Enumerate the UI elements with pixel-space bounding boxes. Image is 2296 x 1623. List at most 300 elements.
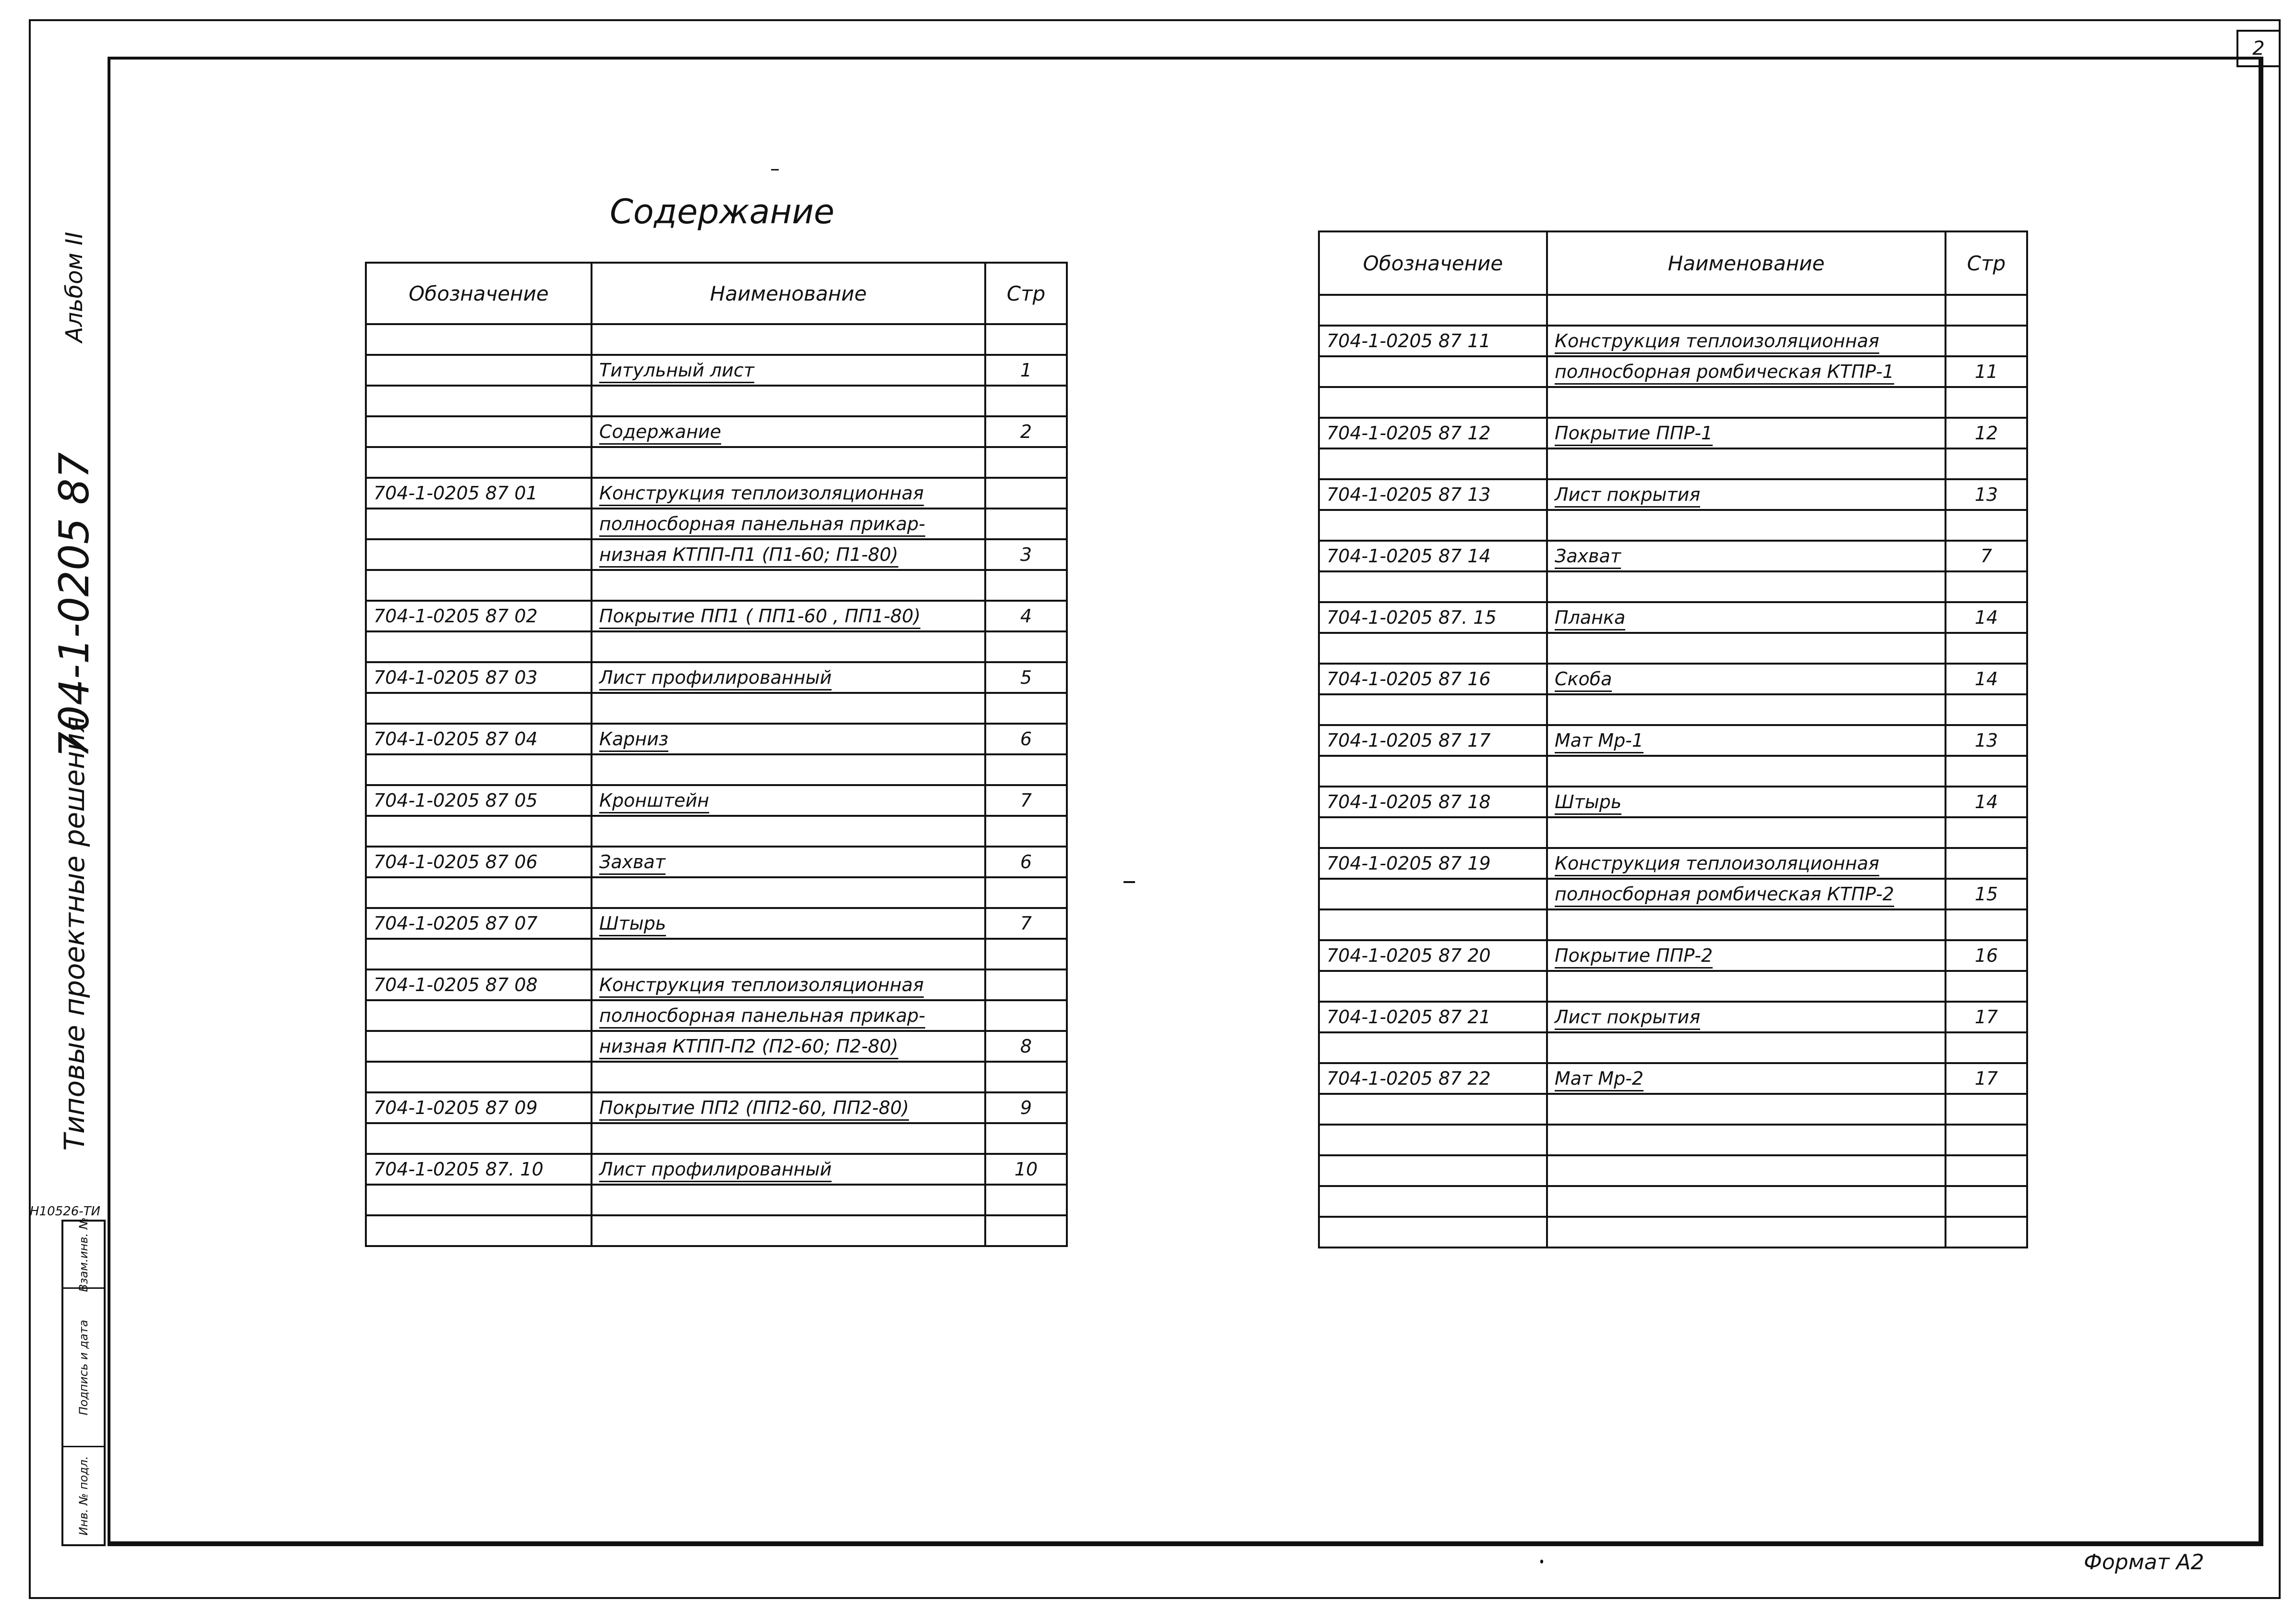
designation-text: 704-1-0205 87 08: [374, 974, 538, 995]
cell-name: [1547, 787, 1946, 817]
table-row: [366, 785, 1067, 816]
table-row: [366, 631, 1067, 662]
name-text: Титульный лист: [599, 360, 754, 383]
cell-designation: [1319, 725, 1547, 756]
cell-page: [1946, 448, 2027, 479]
cell-name: [592, 1215, 985, 1246]
cell-designation: [366, 969, 592, 1000]
name-text: Лист профилированный: [599, 1159, 832, 1182]
name-text: Скоба: [1555, 668, 1612, 692]
stamp-label: Инв. № подл.: [77, 1456, 90, 1536]
cell-designation: [1319, 848, 1547, 879]
cell-name: [592, 1185, 985, 1215]
designation-text: 704-1-0205 87 18: [1327, 791, 1491, 812]
page-text: 14: [1974, 668, 1998, 690]
name-text: Конструкция теплоизоляционная: [1555, 330, 1879, 354]
table-row: [366, 1062, 1067, 1092]
cell-page: [1946, 602, 2027, 633]
page-text: 4: [1020, 606, 1032, 627]
cell-page: [1946, 817, 2027, 848]
album-label: Альбом II: [61, 231, 88, 343]
name-text: Покрытие ППР-2: [1555, 945, 1713, 969]
designation-text: 704-1-0205 87 11: [1327, 330, 1491, 351]
table-row: [1319, 295, 2027, 326]
cell-page: [1946, 571, 2027, 602]
cell-page: [985, 1092, 1067, 1123]
cell-page: [985, 785, 1067, 816]
designation-text: 704-1-0205 87 06: [374, 851, 538, 872]
name-text: Кронштейн: [599, 790, 709, 813]
cell-name: [592, 1092, 985, 1123]
cell-designation: [366, 908, 592, 939]
scan-mark: [771, 169, 779, 170]
table-row: [366, 324, 1067, 355]
page-text: 14: [1974, 607, 1998, 628]
table-row: [366, 570, 1067, 601]
name-text: низная КТПП-П1 (П1-60; П1-80): [599, 544, 898, 568]
cell-name: [1547, 633, 1946, 664]
table-row: [1319, 940, 2027, 971]
designation-text: 704-1-0205 87. 10: [374, 1159, 544, 1180]
cell-designation: [366, 1062, 592, 1092]
table-row: [1319, 571, 2027, 602]
cell-name: [1547, 1217, 1946, 1248]
cell-name: [1547, 694, 1946, 725]
cell-name: [592, 908, 985, 939]
cell-page: [985, 662, 1067, 693]
cell-name: [1547, 725, 1946, 756]
table-row: [366, 754, 1067, 785]
cell-name: [592, 1123, 985, 1154]
cell-designation: [1319, 387, 1547, 418]
stamp-cell-inventory: [63, 1447, 104, 1544]
side-strip: [48, 62, 101, 1172]
name-text: Конструкция теплоизоляционная: [599, 483, 924, 506]
table-row: [366, 601, 1067, 631]
cell-name: [592, 355, 985, 386]
table-row: [1319, 787, 2027, 817]
page-text: 17: [1974, 1006, 1998, 1028]
cell-page: [985, 1215, 1067, 1246]
name-text: Планка: [1555, 607, 1625, 630]
cell-designation: [366, 1000, 592, 1031]
cell-name: [1547, 571, 1946, 602]
cell-designation: [366, 1185, 592, 1215]
table-row: [366, 724, 1067, 754]
cell-designation: [366, 662, 592, 693]
cell-designation: [366, 939, 592, 969]
name-text: Конструкция теплоизоляционная: [599, 974, 924, 998]
name-text: полносборная панельная прикар-: [599, 1005, 925, 1029]
cell-designation: [1319, 909, 1547, 940]
stamp-label: Взам.инв. №: [77, 1217, 90, 1292]
cell-page: [1946, 326, 2027, 356]
name-text: полносборная ромбическая КТПР-1: [1555, 361, 1894, 385]
table-row: [366, 478, 1067, 509]
page-text: 11: [1974, 361, 1998, 382]
page-number: 2: [2236, 30, 2281, 67]
cell-name: [592, 785, 985, 816]
cell-designation: [1319, 448, 1547, 479]
table-row: [1319, 356, 2027, 387]
stamp-cell-signature: [63, 1289, 104, 1447]
cell-page: [1946, 940, 2027, 971]
table-row: [366, 1031, 1067, 1062]
table-row: [1319, 602, 2027, 633]
cell-designation: [1319, 1032, 1547, 1063]
cell-page: [1946, 541, 2027, 571]
page-text: 9: [1020, 1097, 1032, 1118]
cell-page: [1946, 387, 2027, 418]
cell-designation: [1319, 571, 1547, 602]
cell-page: [1946, 418, 2027, 448]
cell-name: [592, 1154, 985, 1185]
cell-name: [1547, 756, 1946, 787]
cell-name: [1547, 1032, 1946, 1063]
table-row: [1319, 448, 2027, 479]
table-row: [366, 693, 1067, 724]
cell-page: [1946, 633, 2027, 664]
cell-designation: [366, 601, 592, 631]
cell-page: [1946, 971, 2027, 1002]
designation-text: 704-1-0205 87 20: [1327, 945, 1491, 966]
header-page: Стр: [985, 263, 1067, 324]
name-text: Покрытие ППР-1: [1555, 423, 1713, 446]
cell-page: [985, 1123, 1067, 1154]
cell-name: [1547, 940, 1946, 971]
cell-name: [1547, 479, 1946, 510]
cell-designation: [1319, 1002, 1547, 1032]
header-designation: Обозначение: [366, 263, 592, 324]
table-row: [1319, 971, 2027, 1002]
cell-page: [985, 447, 1067, 478]
cell-designation: [1319, 479, 1547, 510]
name-text: Содержание: [599, 421, 721, 445]
cell-designation: [366, 509, 592, 539]
page-text: 6: [1020, 851, 1032, 872]
cell-page: [1946, 879, 2027, 909]
cell-page: [985, 324, 1067, 355]
table-header: [366, 263, 1067, 324]
table-row: [366, 662, 1067, 693]
cell-name: [1547, 817, 1946, 848]
cell-name: [592, 324, 985, 355]
cell-name: [592, 447, 985, 478]
table-row: [1319, 664, 2027, 694]
table-row: [1319, 879, 2027, 909]
cell-page: [985, 570, 1067, 601]
cell-designation: [1319, 940, 1547, 971]
table-row: [1319, 1002, 2027, 1032]
table-row: [1319, 1063, 2027, 1094]
cell-name: [1547, 602, 1946, 633]
cell-name: [1547, 909, 1946, 940]
table-row: [366, 416, 1067, 447]
page-text: 2: [1020, 421, 1032, 442]
header-designation: Обозначение: [1319, 231, 1547, 295]
table-row: [366, 447, 1067, 478]
page-text: 6: [1020, 728, 1032, 750]
cell-designation: [366, 693, 592, 724]
table-row: [1319, 418, 2027, 448]
page-text: 8: [1020, 1036, 1032, 1057]
cell-page: [985, 631, 1067, 662]
cell-name: [592, 570, 985, 601]
cell-designation: [366, 785, 592, 816]
table-row: [1319, 1032, 2027, 1063]
name-text: Штырь: [1555, 791, 1621, 815]
cell-name: [592, 693, 985, 724]
cell-designation: [366, 1123, 592, 1154]
cell-name: [1547, 418, 1946, 448]
page-text: 14: [1974, 791, 1998, 812]
cell-name: [1547, 848, 1946, 879]
cell-page: [1946, 787, 2027, 817]
designation-text: 704-1-0205 87 14: [1327, 545, 1491, 567]
cell-name: [592, 386, 985, 416]
header-name: Наименование: [1547, 231, 1946, 295]
cell-designation: [366, 847, 592, 877]
table-row: [1319, 1125, 2027, 1155]
cell-designation: [1319, 971, 1547, 1002]
cell-designation: [1319, 326, 1547, 356]
cell-name: [592, 416, 985, 447]
cell-designation: [366, 539, 592, 570]
cell-designation: [1319, 1125, 1547, 1155]
stamp-label: Подпись и дата: [77, 1320, 90, 1415]
cell-page: [1946, 848, 2027, 879]
table-row: [1319, 756, 2027, 787]
cell-name: [1547, 356, 1946, 387]
cell-page: [1946, 479, 2027, 510]
cell-designation: [1319, 356, 1547, 387]
cell-page: [985, 877, 1067, 908]
page-text: 16: [1974, 945, 1998, 966]
cell-name: [1547, 1094, 1946, 1125]
name-text: Лист профилированный: [599, 667, 832, 690]
cell-designation: [1319, 1217, 1547, 1248]
cell-designation: [1319, 633, 1547, 664]
table-row: [1319, 1094, 2027, 1125]
page-text: 17: [1974, 1068, 1998, 1089]
cell-name: [592, 539, 985, 570]
cell-page: [985, 847, 1067, 877]
cell-page: [985, 478, 1067, 509]
cell-designation: [1319, 1155, 1547, 1186]
cell-name: [1547, 510, 1946, 541]
cell-page: [1946, 1186, 2027, 1217]
designation-text: 704-1-0205 87. 15: [1327, 607, 1497, 628]
cell-page: [985, 355, 1067, 386]
cell-page: [1946, 1125, 2027, 1155]
cell-name: [1547, 1002, 1946, 1032]
cell-page: [985, 1031, 1067, 1062]
name-text: Лист покрытия: [1555, 1006, 1700, 1030]
cell-designation: [1319, 664, 1547, 694]
table-header: [1319, 231, 2027, 295]
name-text: Мат Мр-2: [1555, 1068, 1643, 1091]
table-row: [366, 908, 1067, 939]
cell-name: [1547, 879, 1946, 909]
cell-page: [1946, 1032, 2027, 1063]
header-name: Наименование: [592, 263, 985, 324]
cell-designation: [366, 478, 592, 509]
scan-mark: [1540, 1560, 1543, 1563]
designation-text: 704-1-0205 87 05: [374, 790, 538, 811]
cell-name: [1547, 295, 1946, 326]
cell-page: [1946, 295, 2027, 326]
cell-designation: [366, 324, 592, 355]
cell-designation: [366, 816, 592, 847]
cell-name: [1547, 326, 1946, 356]
page-text: 12: [1974, 423, 1998, 444]
cell-page: [985, 1062, 1067, 1092]
cell-designation: [1319, 1094, 1547, 1125]
table-row: [366, 1185, 1067, 1215]
cell-designation: [1319, 1063, 1547, 1094]
table-row: [366, 847, 1067, 877]
cell-designation: [366, 754, 592, 785]
cell-name: [592, 939, 985, 969]
cell-designation: [366, 877, 592, 908]
cell-name: [1547, 1063, 1946, 1094]
table-row: [366, 1123, 1067, 1154]
designation-text: 704-1-0205 87 02: [374, 606, 538, 627]
name-text: Покрытие ПП2 (ПП2-60, ПП2-80): [599, 1097, 909, 1121]
cell-designation: [366, 386, 592, 416]
stamp-cell-substitute: [63, 1217, 104, 1292]
cell-name: [592, 1031, 985, 1062]
document-code: 704-1-0205 87: [50, 452, 98, 758]
cell-name: [592, 1062, 985, 1092]
cell-name: [1547, 1155, 1946, 1186]
table-row: [366, 1092, 1067, 1123]
page-text: 7: [1020, 913, 1032, 934]
cell-designation: [366, 724, 592, 754]
page-text: 1: [1020, 360, 1032, 381]
cell-name: [592, 877, 985, 908]
cell-page: [985, 1154, 1067, 1185]
series-label: Типовые проектные решения: [58, 716, 91, 1151]
designation-text: 704-1-0205 87 03: [374, 667, 538, 688]
cell-page: [985, 908, 1067, 939]
name-text: Карниз: [599, 728, 668, 752]
table-row: [366, 1000, 1067, 1031]
designation-text: 704-1-0205 87 21: [1327, 1006, 1491, 1028]
table-row: [1319, 326, 2027, 356]
table-row: [1319, 541, 2027, 571]
table-row: [1319, 909, 2027, 940]
cell-designation: [1319, 602, 1547, 633]
name-text: Конструкция теплоизоляционная: [1555, 853, 1879, 876]
cell-designation: [366, 570, 592, 601]
cell-page: [1946, 909, 2027, 940]
cell-name: [592, 1000, 985, 1031]
scan-mark: [1124, 881, 1135, 883]
cell-page: [1946, 1002, 2027, 1032]
designation-text: 704-1-0205 87 07: [374, 913, 538, 934]
cell-designation: [366, 447, 592, 478]
designation-text: 704-1-0205 87 16: [1327, 668, 1491, 690]
table-row: [366, 355, 1067, 386]
name-text: Мат Мр-1: [1555, 730, 1643, 753]
name-text: полносборная панельная прикар-: [599, 513, 925, 537]
cell-designation: [366, 1092, 592, 1123]
table-row: [366, 939, 1067, 969]
name-text: Захват: [1555, 545, 1621, 569]
cell-page: [1946, 1155, 2027, 1186]
cell-page: [985, 939, 1067, 969]
cell-name: [1547, 971, 1946, 1002]
page-text: 13: [1974, 730, 1998, 751]
cell-designation: [366, 1215, 592, 1246]
table-row: [366, 386, 1067, 416]
cell-page: [985, 754, 1067, 785]
inventory-number: Н10526-ТИ: [30, 1204, 100, 1219]
cell-page: [985, 816, 1067, 847]
table-row: [1319, 633, 2027, 664]
cell-page: [1946, 1063, 2027, 1094]
designation-text: 704-1-0205 87 13: [1327, 484, 1491, 505]
table-row: [366, 816, 1067, 847]
cell-name: [592, 509, 985, 539]
cell-name: [592, 847, 985, 877]
cell-name: [1547, 541, 1946, 571]
page-text: 7: [1020, 790, 1032, 811]
cell-page: [1946, 664, 2027, 694]
table-row: [1319, 848, 2027, 879]
cell-page: [985, 969, 1067, 1000]
cell-page: [1946, 1217, 2027, 1248]
table-row: [1319, 1217, 2027, 1248]
page-text: 13: [1974, 484, 1998, 505]
table-row: [1319, 694, 2027, 725]
cell-name: [592, 816, 985, 847]
designation-text: 704-1-0205 87 17: [1327, 730, 1491, 751]
cell-page: [1946, 725, 2027, 756]
cell-name: [1547, 1125, 1946, 1155]
table-row: [1319, 479, 2027, 510]
designation-text: 704-1-0205 87 09: [374, 1097, 538, 1118]
cell-page: [1946, 510, 2027, 541]
cell-designation: [1319, 694, 1547, 725]
cell-designation: [1319, 879, 1547, 909]
designation-text: 704-1-0205 87 04: [374, 728, 538, 750]
name-text: Лист покрытия: [1555, 484, 1700, 508]
name-text: низная КТПП-П2 (П2-60; П2-80): [599, 1036, 898, 1059]
format-label: Формат А2: [2084, 1550, 2204, 1575]
designation-text: 704-1-0205 87 12: [1327, 423, 1491, 444]
cell-designation: [1319, 756, 1547, 787]
designation-text: 704-1-0205 87 22: [1327, 1068, 1491, 1089]
approval-stamp: [61, 1217, 106, 1546]
table-row: [1319, 510, 2027, 541]
cell-name: [1547, 664, 1946, 694]
table-row: [1319, 817, 2027, 848]
name-text: полносборная ромбическая КТПР-2: [1555, 884, 1894, 907]
cell-name: [592, 724, 985, 754]
cell-page: [985, 1000, 1067, 1031]
cell-designation: [1319, 541, 1547, 571]
cell-designation: [366, 416, 592, 447]
cell-page: [985, 386, 1067, 416]
table-row: [366, 877, 1067, 908]
cell-designation: [366, 1154, 592, 1185]
cell-page: [985, 1185, 1067, 1215]
page-text: 15: [1974, 884, 1998, 905]
cell-designation: [1319, 418, 1547, 448]
cell-name: [592, 662, 985, 693]
